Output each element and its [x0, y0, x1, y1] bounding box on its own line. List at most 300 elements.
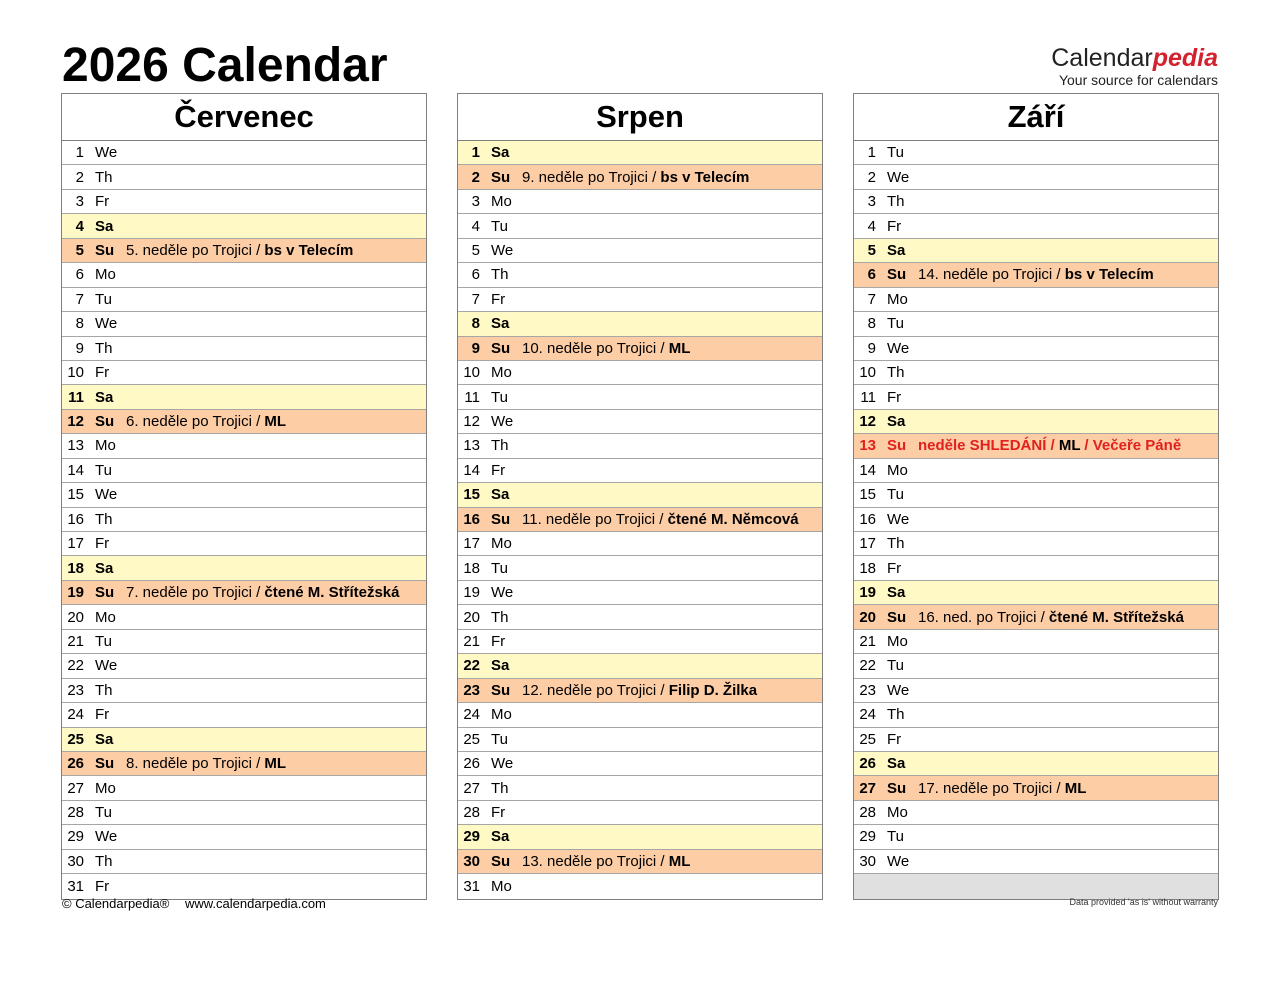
weekday: Mo [491, 706, 512, 724]
weekday: Sa [887, 755, 906, 773]
day-note [918, 609, 1184, 626]
day-row [458, 556, 822, 580]
page-title: 2026 Calendar [62, 39, 388, 92]
day-number: 16 [859, 510, 876, 528]
day-note [918, 780, 1086, 797]
day-number: 11 [68, 388, 84, 406]
day-row [854, 752, 1218, 776]
website-link[interactable]: www.calendarpedia.com [184, 896, 326, 911]
day-number: 18 [859, 559, 876, 577]
day-number: 7 [867, 290, 876, 308]
day-note [126, 584, 399, 601]
weekday: Sa [491, 144, 510, 162]
note-text: 5. neděle po Trojici / [126, 241, 265, 259]
weekday: Sa [95, 559, 114, 577]
day-row [62, 410, 426, 434]
day-row [854, 532, 1218, 556]
day-row [458, 141, 822, 165]
day-number: 4 [867, 217, 876, 235]
month-column [853, 93, 1219, 900]
weekday: Fr [887, 217, 902, 235]
weekday: Mo [491, 364, 512, 382]
day-number: 6 [471, 266, 480, 284]
weekday: Th [491, 266, 509, 284]
weekday: Mo [887, 632, 908, 650]
weekday: Fr [95, 364, 110, 382]
weekday: Tu [491, 730, 508, 748]
month-column [61, 93, 427, 900]
weekday: Fr [887, 559, 902, 577]
day-number: 21 [463, 632, 480, 650]
day-note [918, 266, 1154, 283]
day-note [522, 511, 799, 528]
day-number: 6 [867, 266, 876, 284]
day-number: 23 [67, 681, 84, 699]
weekday: Th [491, 437, 509, 455]
day-number: 20 [463, 608, 480, 626]
day-row [62, 825, 426, 849]
day-number: 13 [67, 437, 84, 455]
day-row [854, 165, 1218, 189]
day-number: 3 [75, 193, 84, 211]
day-number: 5 [867, 241, 876, 259]
note-text: 7. neděle po Trojici / [126, 584, 265, 602]
note-text: 14. neděle po Trojici / [918, 266, 1065, 284]
day-row [458, 361, 822, 385]
day-row [458, 654, 822, 678]
day-number: 3 [867, 193, 876, 211]
day-row [458, 850, 822, 874]
note-emphasis: bs v Telecím [1064, 266, 1154, 284]
weekday: Tu [887, 315, 904, 333]
day-row [854, 337, 1218, 361]
day-number: 3 [471, 193, 480, 211]
day-row [854, 801, 1218, 825]
day-number: 12 [463, 413, 480, 431]
weekday: Tu [491, 559, 508, 577]
weekday: Tu [887, 828, 904, 846]
weekday: Th [887, 535, 905, 553]
day-row [458, 752, 822, 776]
day-row [854, 385, 1218, 409]
weekday: We [491, 584, 514, 602]
day-number: 27 [463, 779, 480, 797]
day-number: 7 [471, 290, 480, 308]
day-number: 29 [859, 828, 876, 846]
copyright: © Calendarpedia® [62, 896, 170, 911]
day-number: 27 [859, 779, 876, 797]
day-number: 11 [464, 388, 480, 406]
day-row [854, 605, 1218, 629]
weekday: Th [95, 339, 113, 357]
day-number: 28 [859, 804, 876, 822]
note-emphasis: ML [264, 755, 287, 773]
day-number: 18 [463, 559, 480, 577]
note-text: 12. neděle po Trojici / [522, 681, 669, 699]
day-number: 26 [67, 755, 84, 773]
day-note [522, 682, 757, 699]
weekday: Sa [887, 584, 906, 602]
weekday: Su [491, 681, 511, 699]
weekday: We [95, 315, 118, 333]
day-row [62, 337, 426, 361]
day-row [854, 190, 1218, 214]
weekday: Su [95, 755, 115, 773]
day-number: 14 [463, 461, 480, 479]
day-number: 9 [75, 339, 84, 357]
day-row [854, 630, 1218, 654]
weekday: Sa [491, 657, 510, 675]
day-row [62, 654, 426, 678]
day-row [458, 679, 822, 703]
weekday: We [95, 486, 118, 504]
note-emphasis: neděle SHLEDÁNÍ / [918, 437, 1059, 455]
day-note [522, 340, 690, 357]
day-row [854, 850, 1218, 874]
weekday: We [887, 681, 910, 699]
day-note [126, 755, 286, 772]
weekday: Sa [95, 217, 114, 235]
weekday: We [95, 828, 118, 846]
day-row [62, 312, 426, 336]
weekday: Sa [95, 730, 114, 748]
weekday: Su [887, 608, 907, 626]
month-name: Srpen [458, 94, 822, 141]
day-number: 22 [67, 657, 84, 675]
day-row [62, 703, 426, 727]
day-row [62, 361, 426, 385]
day-number: 7 [75, 290, 84, 308]
day-number: 24 [67, 706, 84, 724]
weekday: Tu [95, 461, 112, 479]
note-emphasis: čtené M. Němcová [667, 510, 799, 528]
weekday: Th [95, 681, 113, 699]
day-row [854, 239, 1218, 263]
day-row [458, 165, 822, 189]
note-emphasis: / Večeře Páně [1080, 437, 1182, 455]
day-row [458, 190, 822, 214]
weekday: Tu [887, 486, 904, 504]
weekday: Mo [491, 193, 512, 211]
note-text: 11. neděle po Trojici / [522, 510, 668, 528]
day-row [62, 459, 426, 483]
weekday: Th [95, 510, 113, 528]
day-number: 2 [75, 168, 84, 186]
day-number: 13 [859, 437, 876, 455]
weekday: Su [95, 413, 115, 431]
day-note [918, 437, 1181, 454]
weekday: Mo [491, 535, 512, 553]
brand-logo[interactable] [1051, 44, 1218, 88]
month-name: Září [854, 94, 1218, 141]
day-row [854, 263, 1218, 287]
weekday: Tu [887, 657, 904, 675]
month-name: Červenec [62, 94, 426, 141]
day-number: 13 [463, 437, 480, 455]
note-emphasis: čtené M. Střítežská [264, 584, 400, 602]
day-list [62, 141, 426, 899]
day-row [458, 410, 822, 434]
day-row [458, 825, 822, 849]
day-number: 24 [463, 706, 480, 724]
day-note [522, 169, 749, 186]
day-row [62, 288, 426, 312]
day-note [126, 242, 353, 259]
day-list [854, 141, 1218, 899]
weekday: We [491, 413, 514, 431]
weekday: Th [887, 706, 905, 724]
weekday: Su [95, 584, 115, 602]
day-row [458, 508, 822, 532]
note-emphasis: bs v Telecím [264, 241, 354, 259]
day-number: 16 [67, 510, 84, 528]
day-number: 17 [463, 535, 480, 553]
day-number: 26 [463, 755, 480, 773]
weekday: Sa [95, 388, 114, 406]
note-text: 13. neděle po Trojici / [522, 852, 669, 870]
day-number: 12 [67, 413, 84, 431]
brand-tagline: Your source for calendars [1058, 72, 1218, 88]
day-number: 1 [75, 144, 84, 162]
day-number: 14 [859, 461, 876, 479]
day-number: 30 [463, 852, 480, 870]
weekday: Mo [95, 779, 116, 797]
weekday: Th [887, 193, 905, 211]
note-text: 10. neděle po Trojici / [522, 339, 669, 357]
day-row [458, 703, 822, 727]
day-number: 28 [463, 804, 480, 822]
day-row [62, 190, 426, 214]
day-number: 22 [463, 657, 480, 675]
day-number: 20 [67, 608, 84, 626]
weekday: Sa [491, 828, 510, 846]
weekday: Mo [491, 877, 512, 895]
day-row [854, 679, 1218, 703]
day-number: 15 [859, 486, 876, 504]
day-note [126, 413, 286, 430]
weekday: Fr [491, 461, 506, 479]
day-row [458, 434, 822, 458]
day-row [854, 361, 1218, 385]
weekday: Fr [95, 877, 110, 895]
weekday: We [887, 510, 910, 528]
day-number: 1 [471, 144, 480, 162]
day-row [62, 214, 426, 238]
day-number: 19 [67, 584, 84, 602]
weekday: Su [887, 779, 907, 797]
day-row [62, 263, 426, 287]
day-number: 27 [67, 779, 84, 797]
day-row [458, 288, 822, 312]
day-row [458, 874, 822, 898]
note-emphasis: ML [1064, 779, 1087, 797]
weekday: Mo [887, 461, 908, 479]
day-number: 8 [867, 315, 876, 333]
weekday: Mo [887, 804, 908, 822]
day-number: 20 [859, 608, 876, 626]
day-row [854, 581, 1218, 605]
day-row [458, 801, 822, 825]
day-number: 4 [75, 217, 84, 235]
day-number: 5 [75, 241, 84, 259]
day-row [62, 385, 426, 409]
weekday: We [95, 144, 118, 162]
month-column [457, 93, 823, 900]
day-row [854, 508, 1218, 532]
day-number: 15 [463, 486, 480, 504]
note-emphasis: Filip D. Žilka [668, 681, 758, 699]
weekday: Fr [95, 706, 110, 724]
day-row [62, 850, 426, 874]
day-number: 21 [859, 632, 876, 650]
weekday: Mo [95, 437, 116, 455]
day-number: 31 [67, 877, 84, 895]
day-row [458, 776, 822, 800]
day-number: 19 [859, 584, 876, 602]
day-row [62, 532, 426, 556]
day-number: 14 [67, 461, 84, 479]
day-number: 25 [67, 730, 84, 748]
day-number: 23 [859, 681, 876, 699]
weekday: Th [95, 168, 113, 186]
day-number: 29 [67, 828, 84, 846]
day-number: 21 [67, 632, 84, 650]
day-number: 18 [67, 559, 84, 577]
weekday: Su [95, 241, 115, 259]
day-row [854, 728, 1218, 752]
day-row [62, 483, 426, 507]
day-row [458, 239, 822, 263]
day-row [854, 288, 1218, 312]
day-number: 22 [859, 657, 876, 675]
day-number: 15 [67, 486, 84, 504]
day-number: 23 [463, 681, 480, 699]
weekday: We [887, 168, 910, 186]
day-row [62, 434, 426, 458]
footer-left [62, 896, 326, 911]
day-row [854, 483, 1218, 507]
day-number: 1 [867, 144, 876, 162]
day-number: 12 [859, 413, 876, 431]
weekday: We [95, 657, 118, 675]
note-emphasis: čtené M. Střítežská [1048, 608, 1184, 626]
day-number: 30 [859, 852, 876, 870]
weekday: Mo [95, 608, 116, 626]
day-number: 2 [867, 168, 876, 186]
weekday: Tu [95, 290, 112, 308]
day-row [62, 239, 426, 263]
day-number: 10 [859, 364, 876, 382]
day-number: 28 [67, 804, 84, 822]
day-row [458, 214, 822, 238]
weekday: Mo [95, 266, 116, 284]
day-number: 29 [463, 828, 480, 846]
day-number: 6 [75, 266, 84, 284]
weekday: Sa [491, 315, 510, 333]
weekday: Th [491, 608, 509, 626]
day-row [458, 630, 822, 654]
weekday: Fr [491, 804, 506, 822]
day-number: 16 [463, 510, 480, 528]
day-row [62, 165, 426, 189]
day-number: 17 [67, 535, 84, 553]
note-emphasis: ML [668, 339, 691, 357]
day-number: 25 [463, 730, 480, 748]
weekday: Fr [491, 290, 506, 308]
weekday: Fr [887, 730, 902, 748]
day-row [854, 312, 1218, 336]
day-number: 10 [463, 364, 480, 382]
day-row [854, 825, 1218, 849]
weekday: Tu [887, 144, 904, 162]
day-row [854, 459, 1218, 483]
day-number: 25 [859, 730, 876, 748]
weekday: Th [887, 364, 905, 382]
day-number: 24 [859, 706, 876, 724]
day-number: 17 [859, 535, 876, 553]
weekday: Th [95, 852, 113, 870]
day-row [458, 459, 822, 483]
day-row [458, 605, 822, 629]
weekday: Sa [491, 486, 510, 504]
day-row [458, 385, 822, 409]
day-number: 9 [471, 339, 480, 357]
weekday: Sa [887, 413, 906, 431]
note-emphasis: ML [668, 852, 691, 870]
day-row [854, 874, 1218, 898]
day-number: 10 [67, 364, 84, 382]
weekday: Th [491, 779, 509, 797]
weekday: Tu [491, 388, 508, 406]
weekday: Mo [887, 290, 908, 308]
day-number: 31 [463, 877, 480, 895]
day-row [458, 581, 822, 605]
day-number: 30 [67, 852, 84, 870]
day-row [854, 703, 1218, 727]
day-note [522, 853, 690, 870]
day-number: 19 [463, 584, 480, 602]
day-row [854, 556, 1218, 580]
day-row [62, 776, 426, 800]
day-row [62, 801, 426, 825]
weekday: Fr [95, 535, 110, 553]
day-number: 4 [471, 217, 480, 235]
day-row [854, 410, 1218, 434]
day-number: 8 [471, 315, 480, 333]
note-text: 9. neděle po Trojici / [522, 168, 661, 186]
note-text: 8. neděle po Trojici / [126, 755, 265, 773]
day-number: 26 [859, 755, 876, 773]
day-row [458, 728, 822, 752]
day-row [854, 434, 1218, 458]
day-list [458, 141, 822, 899]
weekday: We [887, 339, 910, 357]
note-text: 6. neděle po Trojici / [126, 413, 265, 431]
day-row [854, 776, 1218, 800]
weekday: Fr [95, 193, 110, 211]
weekday: Fr [887, 388, 902, 406]
weekday: Su [491, 510, 511, 528]
note-text: 17. neděle po Trojici / [918, 779, 1065, 797]
note-emphasis: bs v Telecím [660, 168, 750, 186]
day-number: 8 [75, 315, 84, 333]
day-row [458, 337, 822, 361]
day-number: 11 [860, 388, 876, 406]
weekday: We [887, 852, 910, 870]
day-row [854, 141, 1218, 165]
day-row [62, 630, 426, 654]
weekday: We [491, 241, 514, 259]
